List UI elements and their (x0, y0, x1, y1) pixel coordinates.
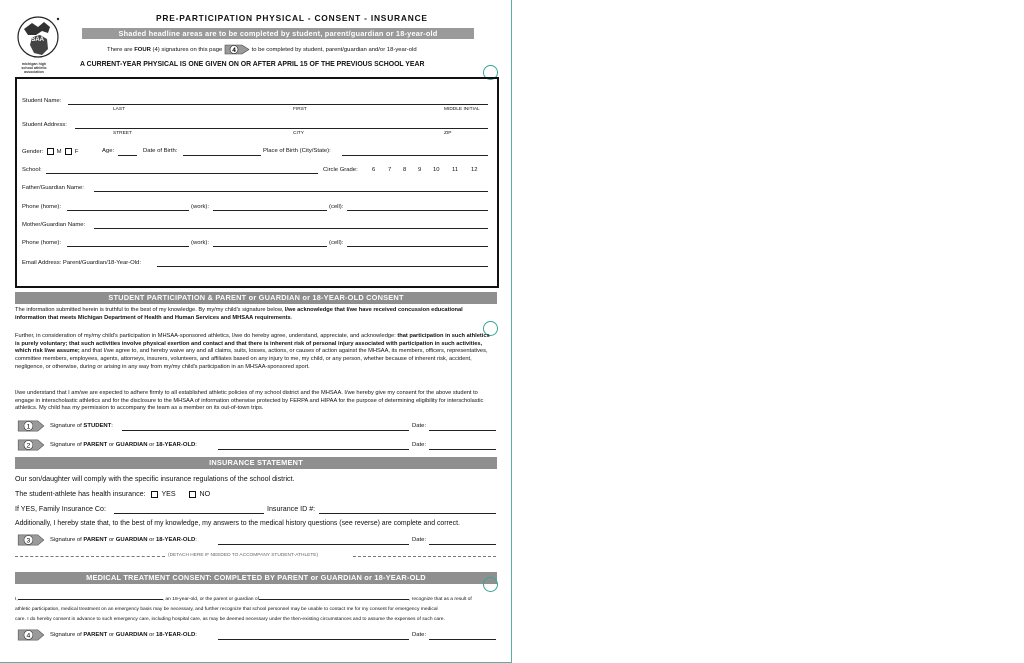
circle-grade-label: Circle Grade: (323, 167, 358, 173)
father-label: Father/Guardian Name: (22, 185, 84, 191)
father-field[interactable] (94, 191, 488, 192)
signature-count-note: There are FOUR (4) signatures on this page 4 to be completed by student, parent/guardian and/or 18-year-old (107, 44, 417, 55)
insurance-no-checkbox[interactable] (189, 491, 196, 498)
phone-home-label-1: Phone (home): (22, 204, 61, 210)
svg-text:3: 3 (26, 537, 31, 545)
sub-label-zip: ZIP (444, 131, 452, 136)
date-label-1: Date: (412, 423, 427, 429)
consent-paragraph-3: I/we understand that I am/we are expected to adhere firmly to all established athletic policies of my school district and the MHSAA. I/we hereby give my consent for the above student to engage in interscholastic athletics and for the disclosure to the MHSAA of information otherwise protected by FERPA and HIPAA for the purpose of determining eligibility for interscholastic athletics. My child has my permission to accompany the team as a member on its out-of-town trips. (15, 390, 484, 412)
svg-text:2: 2 (26, 442, 31, 450)
date-field-3[interactable] (429, 544, 496, 545)
grade-12[interactable]: 12 (471, 167, 478, 173)
student-address-label: Student Address: (22, 122, 67, 128)
medical-line-2: athletic participation, medical treatment on an emergency basis may be necessary, and further recognize that school personnel may be unable to contact me for my consent for emergency medical (15, 607, 438, 612)
email-field[interactable] (157, 266, 488, 267)
medical-line-1: I, , an 18-year-old, or the parent or guardian of , recognize that as a result of (15, 597, 472, 602)
detach-line-right (353, 556, 496, 557)
phone-work-label-2: (work): (191, 240, 209, 246)
consent-paragraph-2: Further, in consideration of my/my child's participation in MHSAA-sponsored athletics, I/we do hereby agree, understand, appreciate, and acknowledge: that participation in such athletics is purely voluntary; that such activities involve physical exertion and contact and that there is inherent risk of personal injury associated with participation in such activities, which risk I/we assume; and that I/we agree to, and hereby waive any and all claims, suits, losses, actions, or causes of action against the MHSAA, its members, officers, representatives, committee members, employees, agents, attorneys, insurers, volunteers, and affiliates based on any injury to me, my child, or any person, whether because of inherent risk, accident, negligence, or otherwise, during or arising in any way from my/my child's participation in an MHSAA-sponsored sport. (15, 333, 490, 370)
date-field-2[interactable] (429, 449, 496, 450)
medical-line-3: care. I do hereby consent in advance to such emergency care, including hospital care, as may be deemed necessary under the then-existing circumstances and to assume the expenses of such care. (15, 617, 445, 622)
arrow-4-icon (224, 44, 250, 55)
gender-f-checkbox[interactable] (65, 148, 72, 155)
gender-m-checkbox[interactable] (47, 148, 54, 155)
sub-label-middle: MIDDLE INITIAL (444, 107, 480, 112)
phone-work-field-1[interactable] (213, 210, 327, 211)
dob-field[interactable] (183, 155, 261, 156)
school-field[interactable] (46, 173, 318, 174)
arrow-3-icon (15, 534, 47, 546)
sub-label-city: CITY (293, 131, 304, 136)
student-name-label: Student Name: (22, 98, 62, 104)
arrow-1-icon (15, 420, 47, 432)
phone-cell-label-2: (cell): (329, 240, 344, 246)
grade-9[interactable]: 9 (418, 167, 422, 173)
punch-hole-icon (483, 577, 498, 592)
student-address-field[interactable] (75, 128, 488, 129)
phone-work-field-2[interactable] (213, 246, 327, 247)
consent-paragraph-1: The information submitted herein is truthful to the best of my knowledge. By my/my child's signature below, I/we acknowledge that I/we have received concussion educational information that meets Michigan Department of Health and Human Services and MHSAA requirements. (15, 307, 463, 321)
grade-10[interactable]: 10 (433, 167, 440, 173)
grade-11[interactable]: 11 (452, 167, 459, 173)
student-signature-field[interactable] (122, 430, 409, 431)
phone-home-field-2[interactable] (67, 246, 189, 247)
parent-signature-field-3[interactable] (218, 639, 409, 640)
phone-home-label-2: Phone (home): (22, 240, 61, 246)
date-label-4: Date: (412, 632, 427, 638)
dob-label: Date of Birth: (143, 148, 178, 154)
arrow-4-sig-icon (15, 629, 47, 641)
svg-text:4: 4 (232, 46, 236, 54)
phone-cell-label-1: (cell): (329, 204, 344, 210)
pob-field[interactable] (342, 155, 488, 156)
insurance-id-label: Insurance ID #: (267, 505, 316, 513)
logo-caption: michigan high school athletic association (21, 62, 47, 75)
phone-work-label-1: (work): (191, 204, 209, 210)
shaded-note-banner: Shaded headline areas are to be completed by student, parent/guardian or 18-year-old (82, 28, 474, 39)
date-label-2: Date: (412, 442, 427, 448)
sub-label-first: FIRST (293, 107, 307, 112)
parent-signature-label-2: Signature of PARENT or GUARDIAN or 18-YEAR-OLD: (50, 537, 197, 543)
detach-note: (DETACH HERE IF NEEDED TO ACCOMPANY STUDENT-ATHLETE) (168, 553, 319, 558)
mother-label: Mother/Guardian Name: (22, 222, 86, 228)
grade-6[interactable]: 6 (372, 167, 376, 173)
consent-heading: STUDENT PARTICIPATION & PARENT or GUARDIAN or 18-YEAR-OLD CONSENT (15, 292, 497, 304)
phone-cell-field-1[interactable] (347, 210, 488, 211)
family-insurance-field[interactable] (114, 513, 264, 514)
detach-line-left (15, 556, 165, 557)
age-field[interactable] (118, 155, 137, 156)
pob-label: Place of Birth (City/State): (263, 148, 331, 154)
insurance-heading: INSURANCE STATEMENT (15, 457, 497, 469)
svg-text:1: 1 (26, 423, 31, 431)
svg-text:4: 4 (26, 632, 31, 640)
logo-text: MHSAA (22, 37, 44, 43)
medical-history-statement: Additionally, I hereby state that, to the best of my knowledge, my answers to the medical history questions (see reverse) are complete and correct. (15, 520, 460, 527)
age-label: Age: (102, 148, 115, 154)
page-title: PRE-PARTICIPATION PHYSICAL - CONSENT - INSURANCE (156, 13, 428, 23)
student-info-box (15, 77, 499, 288)
grade-7[interactable]: 7 (388, 167, 392, 173)
parent-signature-field-2[interactable] (218, 544, 409, 545)
phone-cell-field-2[interactable] (347, 246, 488, 247)
phone-home-field-1[interactable] (67, 210, 189, 211)
medical-heading: MEDICAL TREATMENT CONSENT: COMPLETED BY PARENT or GUARDIAN or 18-YEAR-OLD (15, 572, 497, 584)
date-field-1[interactable] (429, 430, 496, 431)
sub-label-last: LAST (113, 107, 125, 112)
parent-signature-label-1: Signature of PARENT or GUARDIAN or 18-YEAR-OLD: (50, 442, 197, 448)
date-label-3: Date: (412, 537, 427, 543)
sub-label-street: STREET (113, 131, 132, 136)
gender-row: Gender: M F (22, 149, 79, 156)
health-insurance-row: The student-athlete has health insurance: YES NO (15, 490, 211, 498)
insurance-line-1: Our son/daughter will comply with the specific insurance regulations of the school district. (15, 475, 295, 483)
student-signature-label: Signature of STUDENT: (50, 423, 113, 429)
insurance-yes-checkbox[interactable] (151, 491, 158, 498)
medical-name-field[interactable] (18, 599, 163, 600)
email-label: Email Address: Parent/Guardian/18-Year-Old: (22, 260, 141, 266)
arrow-2-icon (15, 439, 47, 451)
parent-signature-field-1[interactable] (218, 449, 409, 450)
grade-8[interactable]: 8 (403, 167, 407, 173)
school-label: School: (22, 167, 42, 173)
insurance-id-field[interactable] (319, 513, 496, 514)
parent-signature-label-3: Signature of PARENT or GUARDIAN or 18-YEAR-OLD: (50, 632, 197, 638)
medical-child-field[interactable] (259, 599, 409, 600)
date-field-4[interactable] (429, 639, 496, 640)
family-insurance-label: If YES, Family Insurance Co: (15, 505, 106, 513)
mother-field[interactable] (94, 228, 488, 229)
physical-notice: A CURRENT-YEAR PHYSICAL IS ONE GIVEN ON OR AFTER APRIL 15 OF THE PREVIOUS SCHOOL YEAR (80, 61, 425, 68)
student-name-field[interactable] (68, 104, 488, 105)
